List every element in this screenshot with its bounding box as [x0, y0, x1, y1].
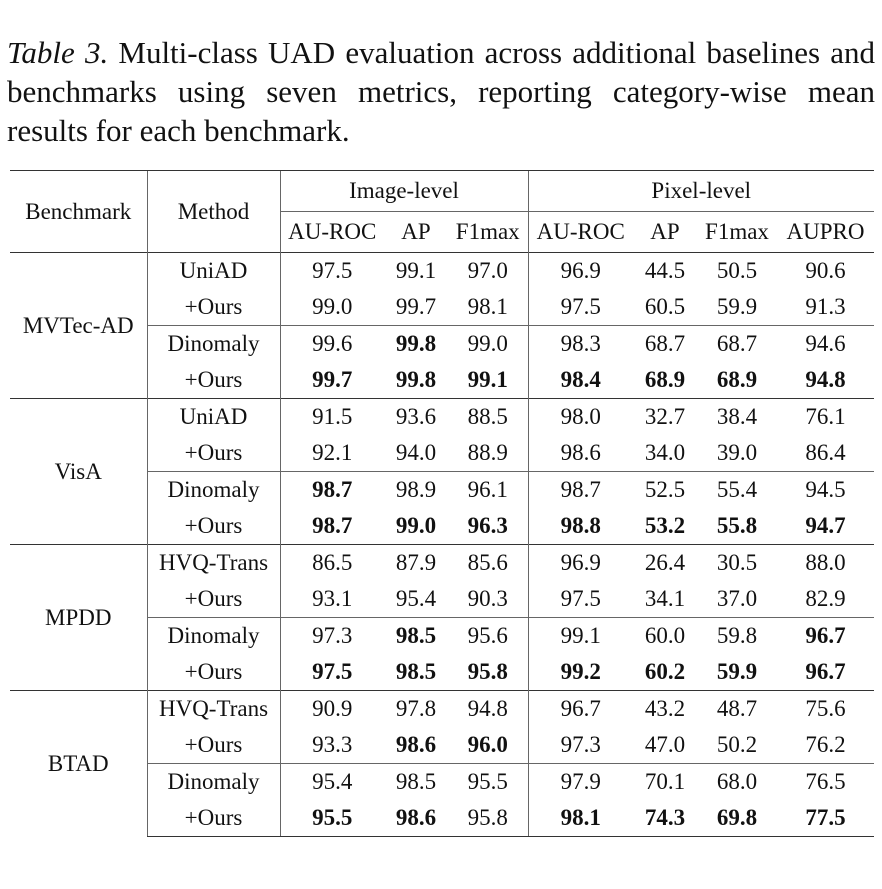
- method-name: +Ours: [147, 727, 280, 764]
- metric-value: 98.7: [312, 513, 353, 538]
- metric-value: 96.7: [805, 623, 846, 648]
- method-name: +Ours: [147, 435, 280, 472]
- metric-cell: [528, 253, 633, 290]
- metric-value: 26.4: [644, 550, 686, 575]
- metric-cell: [697, 326, 777, 363]
- table-row: [10, 691, 874, 728]
- metric-value: 98.5: [395, 659, 437, 684]
- metric-value: 86.4: [805, 440, 846, 465]
- header-metric: AUPRO: [777, 212, 874, 253]
- metric-cell: [280, 253, 384, 290]
- header-metric: AU-ROC: [528, 212, 633, 253]
- metric-value: 47.0: [644, 732, 686, 757]
- method-name: Dinomaly: [147, 472, 280, 509]
- metric-cell: [384, 800, 448, 837]
- metric-cell: [528, 691, 633, 728]
- caption-text: Multi-class UAD evaluation across additional baselines and benchmarks using seven metrics, reporting category-wise mean results for each benchmark.: [7, 35, 875, 148]
- metric-cell: [280, 326, 384, 363]
- metric-cell: [777, 289, 874, 326]
- metric-cell: [384, 362, 448, 399]
- metric-value: 68.9: [716, 367, 758, 392]
- metric-value: 96.7: [805, 659, 846, 684]
- metric-cell: [448, 399, 528, 436]
- metric-value: 98.0: [560, 404, 601, 429]
- method-name: Dinomaly: [147, 618, 280, 655]
- metric-value: 95.5: [312, 805, 353, 830]
- header-benchmark: Benchmark: [10, 171, 147, 253]
- table-row: [10, 545, 874, 582]
- metric-value: 97.3: [312, 623, 353, 648]
- metric-value: 98.9: [395, 477, 437, 502]
- method-name: Dinomaly: [147, 764, 280, 801]
- metric-cell: [448, 691, 528, 728]
- metric-value: 98.1: [467, 294, 508, 319]
- metric-value: 96.9: [560, 550, 601, 575]
- metric-value: 34.0: [644, 440, 686, 465]
- metric-cell: [280, 399, 384, 436]
- metric-cell: [697, 691, 777, 728]
- metric-value: 90.3: [467, 586, 508, 611]
- metric-value: 98.7: [560, 477, 601, 502]
- metric-cell: [777, 508, 874, 545]
- benchmark-name: VisA: [10, 399, 147, 545]
- metric-cell: [697, 362, 777, 399]
- metric-cell: [384, 618, 448, 655]
- metric-cell: [633, 472, 697, 509]
- metric-value: 97.5: [312, 659, 353, 684]
- metric-value: 97.0: [467, 258, 508, 283]
- metric-cell: [448, 253, 528, 290]
- header-metric: AP: [633, 212, 697, 253]
- metric-cell: [777, 800, 874, 837]
- metric-cell: [528, 764, 633, 801]
- metric-cell: [384, 508, 448, 545]
- metric-cell: [528, 472, 633, 509]
- metric-cell: [633, 399, 697, 436]
- benchmark-name: MVTec-AD: [10, 253, 147, 399]
- metric-cell: [280, 545, 384, 582]
- metric-cell: [448, 800, 528, 837]
- method-name: +Ours: [147, 800, 280, 837]
- metric-value: 95.4: [312, 769, 353, 794]
- metric-cell: [777, 399, 874, 436]
- metric-value: 99.1: [467, 367, 508, 392]
- metric-cell: [697, 508, 777, 545]
- metric-cell: [384, 289, 448, 326]
- metric-cell: [528, 581, 633, 618]
- table-body: [10, 253, 874, 837]
- metric-cell: [528, 326, 633, 363]
- metric-cell: [633, 581, 697, 618]
- metric-cell: [384, 581, 448, 618]
- metric-value: 94.8: [467, 696, 508, 721]
- metric-cell: [777, 326, 874, 363]
- method-name: HVQ-Trans: [147, 691, 280, 728]
- table-row: [10, 253, 874, 290]
- header-image-level: Image-level: [280, 171, 528, 212]
- metric-value: 97.5: [560, 294, 601, 319]
- method-name: UniAD: [147, 253, 280, 290]
- metric-cell: [448, 435, 528, 472]
- metric-value: 39.0: [716, 440, 758, 465]
- metric-cell: [697, 800, 777, 837]
- metric-cell: [448, 764, 528, 801]
- metric-cell: [633, 326, 697, 363]
- metric-cell: [633, 764, 697, 801]
- metric-cell: [633, 691, 697, 728]
- metric-value: 76.2: [805, 732, 846, 757]
- header-metric: F1max: [697, 212, 777, 253]
- metric-value: 68.7: [644, 331, 686, 356]
- metric-value: 99.0: [312, 294, 353, 319]
- metric-cell: [448, 472, 528, 509]
- metric-cell: [528, 618, 633, 655]
- metric-cell: [528, 508, 633, 545]
- metric-value: 59.9: [716, 294, 758, 319]
- method-name: +Ours: [147, 508, 280, 545]
- metric-cell: [697, 545, 777, 582]
- header-pixel-level: Pixel-level: [528, 171, 874, 212]
- metric-value: 53.2: [644, 513, 686, 538]
- metric-value: 69.8: [716, 805, 758, 830]
- metric-value: 85.6: [467, 550, 508, 575]
- metric-cell: [777, 764, 874, 801]
- metric-value: 55.4: [716, 477, 758, 502]
- metric-value: 98.3: [560, 331, 601, 356]
- metric-cell: [528, 545, 633, 582]
- method-name: HVQ-Trans: [147, 545, 280, 582]
- metric-value: 99.2: [560, 659, 601, 684]
- metric-cell: [777, 362, 874, 399]
- metric-cell: [697, 764, 777, 801]
- metric-cell: [697, 581, 777, 618]
- metric-value: 94.6: [805, 331, 846, 356]
- metric-value: 76.1: [805, 404, 846, 429]
- metric-value: 96.7: [560, 696, 601, 721]
- metric-value: 97.5: [560, 586, 601, 611]
- metric-cell: [777, 654, 874, 691]
- metric-value: 98.6: [395, 732, 437, 757]
- metric-value: 99.1: [395, 258, 437, 283]
- header-metric: AP: [384, 212, 448, 253]
- table-caption: [7, 33, 875, 150]
- method-name: Dinomaly: [147, 326, 280, 363]
- header-metric: F1max: [448, 212, 528, 253]
- metric-value: 50.2: [716, 732, 758, 757]
- metric-cell: [633, 435, 697, 472]
- metric-value: 87.9: [395, 550, 437, 575]
- metric-value: 95.4: [395, 586, 437, 611]
- metric-value: 98.6: [560, 440, 601, 465]
- metric-value: 48.7: [716, 696, 758, 721]
- metric-value: 30.5: [716, 550, 758, 575]
- metric-value: 96.3: [467, 513, 508, 538]
- metric-cell: [280, 800, 384, 837]
- metric-cell: [448, 581, 528, 618]
- metric-value: 99.6: [312, 331, 353, 356]
- metric-value: 98.1: [560, 805, 601, 830]
- metric-value: 60.5: [644, 294, 686, 319]
- metric-value: 98.8: [560, 513, 601, 538]
- metric-cell: [777, 435, 874, 472]
- metric-value: 90.6: [805, 258, 846, 283]
- metric-cell: [697, 618, 777, 655]
- table-row: [10, 399, 874, 436]
- metric-cell: [633, 727, 697, 764]
- metric-value: 88.9: [467, 440, 508, 465]
- metric-value: 94.5: [805, 477, 846, 502]
- metric-value: 99.0: [467, 331, 508, 356]
- metric-value: 98.5: [395, 623, 437, 648]
- metric-value: 98.6: [395, 805, 437, 830]
- metric-value: 59.8: [716, 623, 758, 648]
- metric-cell: [697, 399, 777, 436]
- metric-value: 98.4: [560, 367, 601, 392]
- metric-value: 60.0: [644, 623, 686, 648]
- metric-cell: [777, 472, 874, 509]
- metric-cell: [528, 362, 633, 399]
- caption-label: Table 3.: [7, 35, 109, 70]
- metric-value: 70.1: [644, 769, 686, 794]
- metric-cell: [777, 253, 874, 290]
- metric-cell: [633, 618, 697, 655]
- metric-cell: [384, 654, 448, 691]
- metric-value: 95.5: [467, 769, 508, 794]
- metric-cell: [528, 289, 633, 326]
- metric-cell: [448, 362, 528, 399]
- metric-cell: [384, 545, 448, 582]
- metric-cell: [280, 508, 384, 545]
- metric-value: 99.0: [395, 513, 437, 538]
- metric-cell: [280, 362, 384, 399]
- method-name: UniAD: [147, 399, 280, 436]
- metric-value: 93.3: [312, 732, 353, 757]
- metric-value: 82.9: [805, 586, 846, 611]
- method-name: +Ours: [147, 289, 280, 326]
- metric-cell: [280, 764, 384, 801]
- metric-cell: [777, 618, 874, 655]
- metric-value: 99.7: [312, 367, 353, 392]
- metric-value: 97.8: [395, 696, 437, 721]
- metric-cell: [384, 727, 448, 764]
- metric-cell: [384, 691, 448, 728]
- metric-cell: [448, 618, 528, 655]
- metric-cell: [633, 654, 697, 691]
- metric-cell: [384, 435, 448, 472]
- metric-cell: [448, 727, 528, 764]
- metric-cell: [697, 289, 777, 326]
- metric-value: 38.4: [716, 404, 758, 429]
- metric-value: 99.8: [395, 331, 437, 356]
- metric-cell: [448, 545, 528, 582]
- metric-value: 59.9: [716, 659, 758, 684]
- metric-cell: [528, 727, 633, 764]
- method-name: +Ours: [147, 362, 280, 399]
- metric-value: 50.5: [716, 258, 758, 283]
- method-name: +Ours: [147, 654, 280, 691]
- benchmark-name: BTAD: [10, 691, 147, 837]
- metric-value: 96.9: [560, 258, 601, 283]
- metric-value: 68.7: [716, 331, 758, 356]
- metric-cell: [384, 253, 448, 290]
- metric-value: 76.5: [805, 769, 846, 794]
- metric-cell: [280, 618, 384, 655]
- metric-value: 95.8: [467, 659, 508, 684]
- metric-cell: [384, 764, 448, 801]
- metric-value: 91.5: [312, 404, 353, 429]
- metric-cell: [448, 654, 528, 691]
- metric-value: 98.7: [312, 477, 353, 502]
- header-row-groups: [10, 171, 874, 212]
- metric-value: 98.5: [395, 769, 437, 794]
- metric-cell: [528, 800, 633, 837]
- metric-value: 93.1: [312, 586, 353, 611]
- metric-value: 52.5: [644, 477, 686, 502]
- metric-cell: [448, 508, 528, 545]
- metric-cell: [384, 472, 448, 509]
- metric-value: 97.5: [312, 258, 353, 283]
- metric-cell: [697, 654, 777, 691]
- metric-cell: [280, 289, 384, 326]
- metric-value: 99.7: [395, 294, 437, 319]
- metric-cell: [633, 253, 697, 290]
- metric-cell: [280, 581, 384, 618]
- metric-value: 86.5: [312, 550, 353, 575]
- metric-cell: [777, 727, 874, 764]
- metric-value: 60.2: [644, 659, 686, 684]
- metric-value: 32.7: [644, 404, 686, 429]
- metric-value: 91.3: [805, 294, 846, 319]
- metric-value: 95.8: [467, 805, 508, 830]
- metric-value: 90.9: [312, 696, 353, 721]
- metric-value: 77.5: [805, 805, 846, 830]
- metric-cell: [280, 654, 384, 691]
- metric-value: 43.2: [644, 696, 686, 721]
- metric-cell: [633, 289, 697, 326]
- metric-value: 97.9: [560, 769, 601, 794]
- metric-value: 68.0: [716, 769, 758, 794]
- metric-value: 37.0: [716, 586, 758, 611]
- metric-cell: [280, 472, 384, 509]
- metric-value: 94.8: [805, 367, 846, 392]
- metric-cell: [633, 800, 697, 837]
- metric-cell: [280, 691, 384, 728]
- metric-cell: [777, 545, 874, 582]
- metric-cell: [777, 581, 874, 618]
- metric-cell: [697, 472, 777, 509]
- metric-cell: [777, 691, 874, 728]
- metric-value: 96.0: [467, 732, 508, 757]
- metric-cell: [528, 654, 633, 691]
- metric-cell: [384, 326, 448, 363]
- metric-value: 99.1: [560, 623, 601, 648]
- metric-value: 94.0: [395, 440, 437, 465]
- metric-cell: [448, 326, 528, 363]
- metric-value: 92.1: [312, 440, 353, 465]
- metric-value: 75.6: [805, 696, 846, 721]
- results-table: [10, 170, 874, 837]
- method-name: +Ours: [147, 581, 280, 618]
- metric-value: 97.3: [560, 732, 601, 757]
- metric-cell: [697, 727, 777, 764]
- metric-cell: [697, 435, 777, 472]
- metric-cell: [280, 435, 384, 472]
- metric-cell: [384, 399, 448, 436]
- metric-cell: [633, 362, 697, 399]
- metric-value: 93.6: [395, 404, 437, 429]
- metric-value: 44.5: [644, 258, 686, 283]
- metric-cell: [697, 253, 777, 290]
- metric-cell: [633, 545, 697, 582]
- metric-value: 88.0: [805, 550, 846, 575]
- metric-value: 94.7: [805, 513, 846, 538]
- metric-cell: [633, 508, 697, 545]
- header-method: Method: [147, 171, 280, 253]
- metric-value: 99.8: [395, 367, 437, 392]
- metric-value: 68.9: [644, 367, 686, 392]
- metric-cell: [280, 727, 384, 764]
- metric-value: 88.5: [467, 404, 508, 429]
- metric-value: 55.8: [716, 513, 758, 538]
- metric-value: 34.1: [644, 586, 686, 611]
- metric-value: 74.3: [644, 805, 686, 830]
- metric-cell: [528, 399, 633, 436]
- metric-cell: [448, 289, 528, 326]
- metric-value: 96.1: [467, 477, 508, 502]
- metric-cell: [528, 435, 633, 472]
- header-metric: AU-ROC: [280, 212, 384, 253]
- metric-value: 95.6: [467, 623, 508, 648]
- benchmark-name: MPDD: [10, 545, 147, 691]
